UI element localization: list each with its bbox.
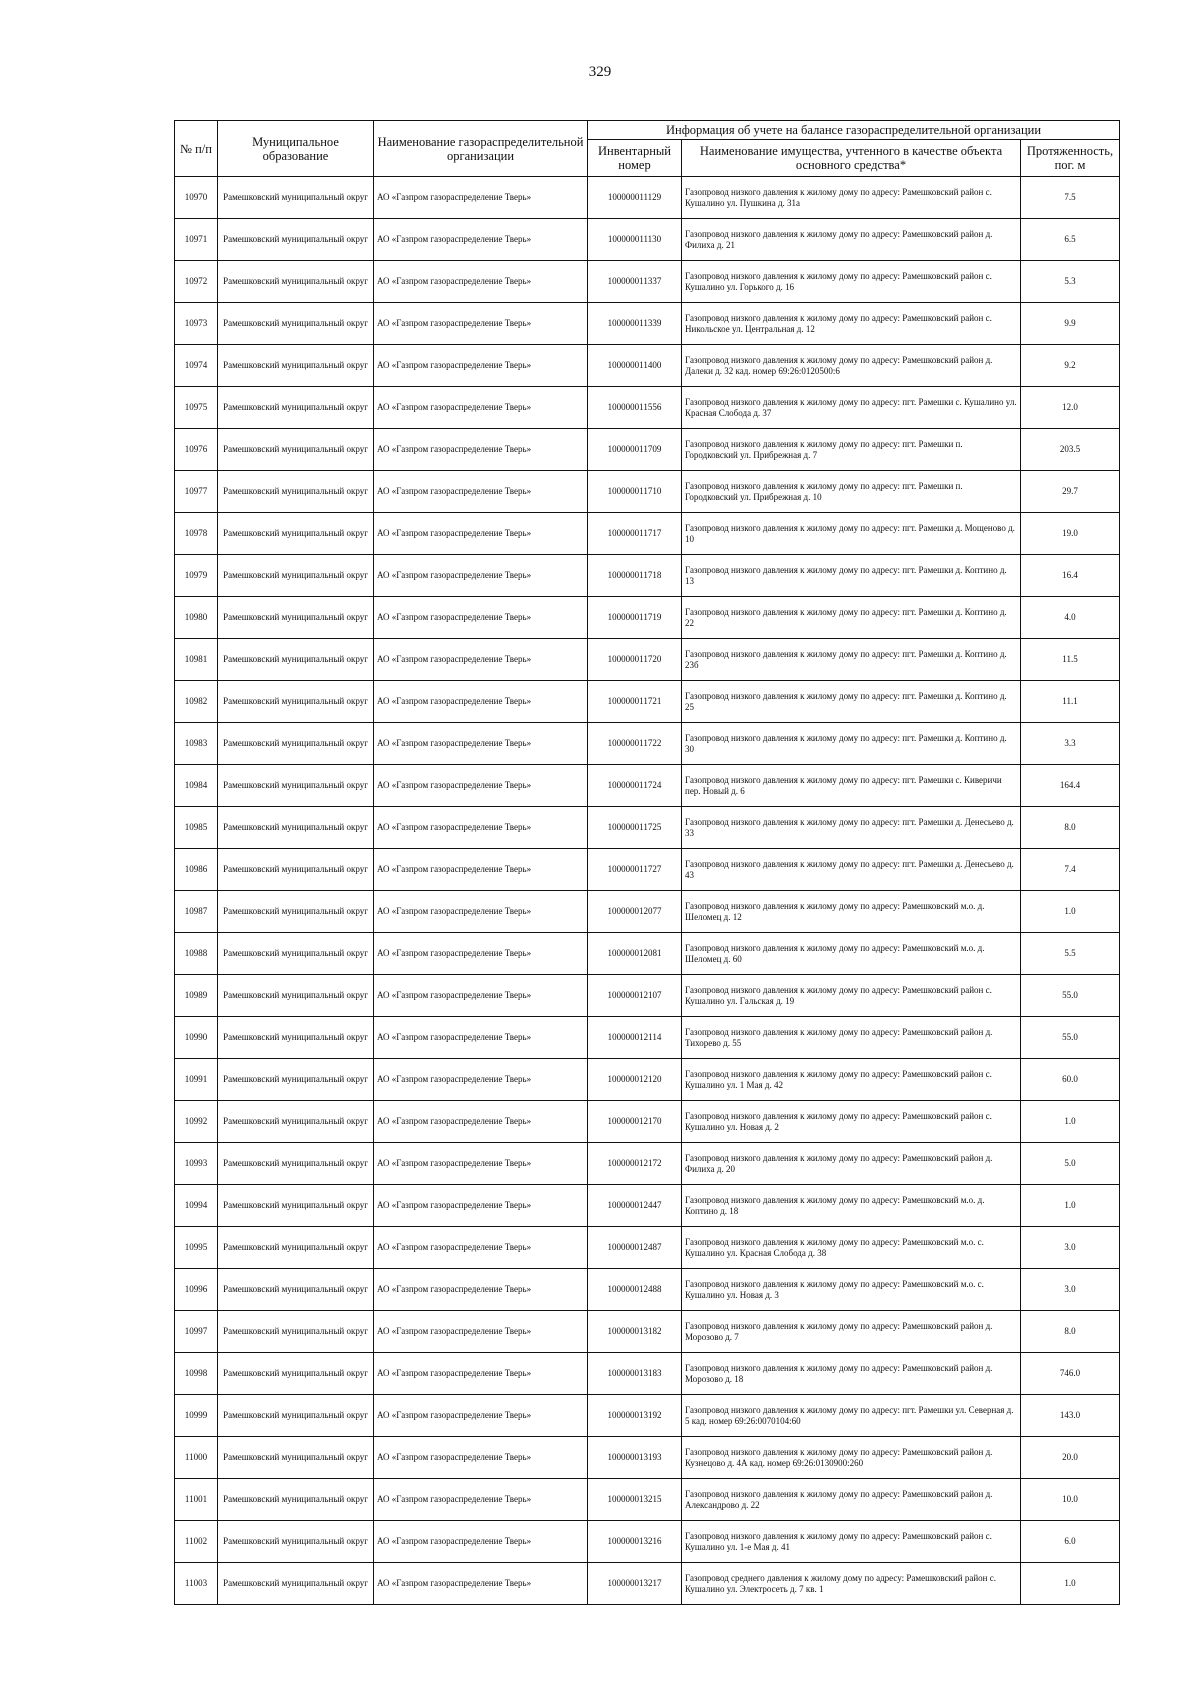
organization-cell: АО «Газпром газораспределение Тверь» xyxy=(374,555,588,597)
asset-description-cell: Газопровод низкого давления к жилому дому по адресу: пгт. Рамешки д. Коптино д. 22 xyxy=(682,597,1021,639)
inventory-number-cell: 100000011718 xyxy=(588,555,682,597)
municipality-cell: Рамешковский муниципальный округ xyxy=(218,1101,374,1143)
inventory-number-cell: 100000011130 xyxy=(588,219,682,261)
length-cell: 3.3 xyxy=(1021,723,1120,765)
organization-cell: АО «Газпром газораспределение Тверь» xyxy=(374,1059,588,1101)
row-number-cell: 10997 xyxy=(175,1311,218,1353)
row-number-cell: 10976 xyxy=(175,429,218,471)
asset-description-cell: Газопровод низкого давления к жилому дому по адресу: Рамешковский район д. Тихорево д. 55 xyxy=(682,1017,1021,1059)
inventory-number-cell: 100000011710 xyxy=(588,471,682,513)
municipality-cell: Рамешковский муниципальный округ xyxy=(218,429,374,471)
organization-cell: АО «Газпром газораспределение Тверь» xyxy=(374,1185,588,1227)
length-cell: 9.2 xyxy=(1021,345,1120,387)
asset-description-cell: Газопровод низкого давления к жилому дому по адресу: пгт. Рамешки с. Киверичи пер. Новый д. 6 xyxy=(682,765,1021,807)
inventory-number-cell: 100000011722 xyxy=(588,723,682,765)
inventory-number-cell: 100000011556 xyxy=(588,387,682,429)
organization-cell: АО «Газпром газораспределение Тверь» xyxy=(374,177,588,219)
inventory-number-cell: 100000013216 xyxy=(588,1521,682,1563)
table-row xyxy=(175,723,1120,765)
row-number-cell: 10986 xyxy=(175,849,218,891)
row-number-cell: 10980 xyxy=(175,597,218,639)
length-cell: 1.0 xyxy=(1021,891,1120,933)
length-cell: 5.5 xyxy=(1021,933,1120,975)
municipality-cell: Рамешковский муниципальный округ xyxy=(218,1521,374,1563)
row-number-cell: 10971 xyxy=(175,219,218,261)
organization-cell: АО «Газпром газораспределение Тверь» xyxy=(374,1353,588,1395)
asset-description-cell: Газопровод низкого давления к жилому дому по адресу: Рамешковский район д. Морозово д. 18 xyxy=(682,1353,1021,1395)
row-number-cell: 10994 xyxy=(175,1185,218,1227)
asset-description-cell: Газопровод низкого давления к жилому дому по адресу: пгт. Рамешки д. Мощеново д. 10 xyxy=(682,513,1021,555)
header-org: Наименование газораспределительной организации xyxy=(374,121,588,177)
organization-cell: АО «Газпром газораспределение Тверь» xyxy=(374,471,588,513)
asset-description-cell: Газопровод низкого давления к жилому дому по адресу: Рамешковский м.о. с. Кушалино ул. Новая д. 3 xyxy=(682,1269,1021,1311)
row-number-cell: 10977 xyxy=(175,471,218,513)
length-cell: 11.1 xyxy=(1021,681,1120,723)
organization-cell: АО «Газпром газораспределение Тверь» xyxy=(374,975,588,1017)
table-row xyxy=(175,1269,1120,1311)
table-row xyxy=(175,597,1120,639)
municipality-cell: Рамешковский муниципальный округ xyxy=(218,891,374,933)
organization-cell: АО «Газпром газораспределение Тверь» xyxy=(374,1269,588,1311)
inventory-number-cell: 100000012107 xyxy=(588,975,682,1017)
organization-cell: АО «Газпром газораспределение Тверь» xyxy=(374,849,588,891)
length-cell: 29.7 xyxy=(1021,471,1120,513)
municipality-cell: Рамешковский муниципальный округ xyxy=(218,177,374,219)
asset-description-cell: Газопровод низкого давления к жилому дому по адресу: Рамешковский район д. Морозово д. 7 xyxy=(682,1311,1021,1353)
table-row xyxy=(175,1479,1120,1521)
header-municipality: Муниципальное образование xyxy=(218,121,374,177)
page-number: 329 xyxy=(588,64,612,80)
organization-cell: АО «Газпром газораспределение Тверь» xyxy=(374,933,588,975)
table-row xyxy=(175,345,1120,387)
organization-cell: АО «Газпром газораспределение Тверь» xyxy=(374,345,588,387)
organization-cell: АО «Газпром газораспределение Тверь» xyxy=(374,1521,588,1563)
row-number-cell: 10998 xyxy=(175,1353,218,1395)
table-row xyxy=(175,1353,1120,1395)
inventory-number-cell: 100000013183 xyxy=(588,1353,682,1395)
asset-description-cell: Газопровод низкого давления к жилому дому по адресу: Рамешковский район д. Филиха д. 21 xyxy=(682,219,1021,261)
municipality-cell: Рамешковский муниципальный округ xyxy=(218,1143,374,1185)
table-row xyxy=(175,891,1120,933)
table-row xyxy=(175,219,1120,261)
length-cell: 5.0 xyxy=(1021,1143,1120,1185)
length-cell: 6.0 xyxy=(1021,1521,1120,1563)
row-number-cell: 10990 xyxy=(175,1017,218,1059)
organization-cell: АО «Газпром газораспределение Тверь» xyxy=(374,1227,588,1269)
asset-description-cell: Газопровод низкого давления к жилому дому по адресу: пгт. Рамешки д. Коптино д. 30 xyxy=(682,723,1021,765)
table-row xyxy=(175,1059,1120,1101)
length-cell: 12.0 xyxy=(1021,387,1120,429)
row-number-cell: 10993 xyxy=(175,1143,218,1185)
length-cell: 8.0 xyxy=(1021,1311,1120,1353)
municipality-cell: Рамешковский муниципальный округ xyxy=(218,219,374,261)
municipality-cell: Рамешковский муниципальный округ xyxy=(218,723,374,765)
municipality-cell: Рамешковский муниципальный округ xyxy=(218,1563,374,1605)
row-number-cell: 10989 xyxy=(175,975,218,1017)
municipality-cell: Рамешковский муниципальный округ xyxy=(218,639,374,681)
inventory-number-cell: 100000012487 xyxy=(588,1227,682,1269)
municipality-cell: Рамешковский муниципальный округ xyxy=(218,1185,374,1227)
municipality-cell: Рамешковский муниципальный округ xyxy=(218,345,374,387)
row-number-cell: 10996 xyxy=(175,1269,218,1311)
length-cell: 1.0 xyxy=(1021,1185,1120,1227)
organization-cell: АО «Газпром газораспределение Тверь» xyxy=(374,891,588,933)
municipality-cell: Рамешковский муниципальный округ xyxy=(218,1269,374,1311)
length-cell: 1.0 xyxy=(1021,1563,1120,1605)
inventory-number-cell: 100000012081 xyxy=(588,933,682,975)
header-num: № п/п xyxy=(175,121,218,177)
asset-description-cell: Газопровод низкого давления к жилому дому по адресу: Рамешковский м.о. д. Шеломец д. 60 xyxy=(682,933,1021,975)
asset-description-cell: Газопровод низкого давления к жилому дому по адресу: Рамешковский район с. Кушалино ул. Горького д. 16 xyxy=(682,261,1021,303)
row-number-cell: 10983 xyxy=(175,723,218,765)
length-cell: 3.0 xyxy=(1021,1227,1120,1269)
length-cell: 19.0 xyxy=(1021,513,1120,555)
asset-description-cell: Газопровод низкого давления к жилому дому по адресу: Рамешковский м.о. д. Шеломец д. 12 xyxy=(682,891,1021,933)
table-row xyxy=(175,387,1120,429)
municipality-cell: Рамешковский муниципальный округ xyxy=(218,1479,374,1521)
table-row xyxy=(175,1311,1120,1353)
row-number-cell: 10981 xyxy=(175,639,218,681)
asset-description-cell: Газопровод низкого давления к жилому дому по адресу: Рамешковский район д. Далеки д. 32 кад. номер 69:26:0120500:6 xyxy=(682,345,1021,387)
row-number-cell: 10978 xyxy=(175,513,218,555)
length-cell: 55.0 xyxy=(1021,975,1120,1017)
length-cell: 164.4 xyxy=(1021,765,1120,807)
table-row xyxy=(175,555,1120,597)
inventory-number-cell: 100000011129 xyxy=(588,177,682,219)
municipality-cell: Рамешковский муниципальный округ xyxy=(218,1395,374,1437)
table-row xyxy=(175,975,1120,1017)
length-cell: 5.3 xyxy=(1021,261,1120,303)
length-cell: 60.0 xyxy=(1021,1059,1120,1101)
organization-cell: АО «Газпром газораспределение Тверь» xyxy=(374,1479,588,1521)
row-number-cell: 10999 xyxy=(175,1395,218,1437)
municipality-cell: Рамешковский муниципальный округ xyxy=(218,681,374,723)
row-number-cell: 10992 xyxy=(175,1101,218,1143)
organization-cell: АО «Газпром газораспределение Тверь» xyxy=(374,681,588,723)
municipality-cell: Рамешковский муниципальный округ xyxy=(218,387,374,429)
municipality-cell: Рамешковский муниципальный округ xyxy=(218,597,374,639)
municipality-cell: Рамешковский муниципальный округ xyxy=(218,765,374,807)
length-cell: 8.0 xyxy=(1021,807,1120,849)
municipality-cell: Рамешковский муниципальный округ xyxy=(218,1353,374,1395)
inventory-number-cell: 100000011720 xyxy=(588,639,682,681)
table-row xyxy=(175,1563,1120,1605)
asset-description-cell: Газопровод низкого давления к жилому дому по адресу: Рамешковский район с. Кушалино ул. Новая д. 2 xyxy=(682,1101,1021,1143)
organization-cell: АО «Газпром газораспределение Тверь» xyxy=(374,1311,588,1353)
organization-cell: АО «Газпром газораспределение Тверь» xyxy=(374,807,588,849)
asset-description-cell: Газопровод низкого давления к жилому дому по адресу: пгт. Рамешки п. Городковский ул. Прибрежная д. 7 xyxy=(682,429,1021,471)
municipality-cell: Рамешковский муниципальный округ xyxy=(218,261,374,303)
organization-cell: АО «Газпром газораспределение Тверь» xyxy=(374,1563,588,1605)
inventory-number-cell: 100000013192 xyxy=(588,1395,682,1437)
asset-description-cell: Газопровод низкого давления к жилому дому по адресу: пгт. Рамешки п. Городковский ул. Прибрежная д. 10 xyxy=(682,471,1021,513)
row-number-cell: 10972 xyxy=(175,261,218,303)
municipality-cell: Рамешковский муниципальный округ xyxy=(218,471,374,513)
length-cell: 20.0 xyxy=(1021,1437,1120,1479)
table-row xyxy=(175,1227,1120,1269)
header-balance-info: Информация об учете на балансе газораспределительной организации xyxy=(588,121,1120,140)
length-cell: 6.5 xyxy=(1021,219,1120,261)
row-number-cell: 11003 xyxy=(175,1563,218,1605)
organization-cell: АО «Газпром газораспределение Тверь» xyxy=(374,1437,588,1479)
table-row xyxy=(175,1395,1120,1437)
municipality-cell: Рамешковский муниципальный округ xyxy=(218,513,374,555)
length-cell: 1.0 xyxy=(1021,1101,1120,1143)
municipality-cell: Рамешковский муниципальный округ xyxy=(218,303,374,345)
inventory-number-cell: 100000012120 xyxy=(588,1059,682,1101)
organization-cell: АО «Газпром газораспределение Тверь» xyxy=(374,1395,588,1437)
inventory-number-cell: 100000012114 xyxy=(588,1017,682,1059)
inventory-number-cell: 100000011727 xyxy=(588,849,682,891)
organization-cell: АО «Газпром газораспределение Тверь» xyxy=(374,513,588,555)
organization-cell: АО «Газпром газораспределение Тверь» xyxy=(374,723,588,765)
row-number-cell: 10995 xyxy=(175,1227,218,1269)
table-row xyxy=(175,807,1120,849)
asset-description-cell: Газопровод низкого давления к жилому дому по адресу: пгт. Рамешки д. Коптино д. 25 xyxy=(682,681,1021,723)
table-row xyxy=(175,177,1120,219)
inventory-number-cell: 100000011725 xyxy=(588,807,682,849)
length-cell: 143.0 xyxy=(1021,1395,1120,1437)
municipality-cell: Рамешковский муниципальный округ xyxy=(218,1017,374,1059)
table-body xyxy=(175,177,1120,1605)
asset-description-cell: Газопровод низкого давления к жилому дому по адресу: Рамешковский м.о. с. Кушалино ул. Красная Слобода д. 38 xyxy=(682,1227,1021,1269)
table-row xyxy=(175,1521,1120,1563)
municipality-cell: Рамешковский муниципальный округ xyxy=(218,807,374,849)
organization-cell: АО «Газпром газораспределение Тверь» xyxy=(374,597,588,639)
length-cell: 16.4 xyxy=(1021,555,1120,597)
row-number-cell: 10982 xyxy=(175,681,218,723)
municipality-cell: Рамешковский муниципальный округ xyxy=(218,975,374,1017)
inventory-number-cell: 100000013215 xyxy=(588,1479,682,1521)
asset-description-cell: Газопровод низкого давления к жилому дому по адресу: пгт. Рамешки д. Денесьево д. 33 xyxy=(682,807,1021,849)
inventory-number-cell: 100000011717 xyxy=(588,513,682,555)
organization-cell: АО «Газпром газораспределение Тверь» xyxy=(374,1017,588,1059)
organization-cell: АО «Газпром газораспределение Тверь» xyxy=(374,261,588,303)
table-row xyxy=(175,513,1120,555)
length-cell: 11.5 xyxy=(1021,639,1120,681)
organization-cell: АО «Газпром газораспределение Тверь» xyxy=(374,303,588,345)
length-cell: 9.9 xyxy=(1021,303,1120,345)
organization-cell: АО «Газпром газораспределение Тверь» xyxy=(374,219,588,261)
inventory-number-cell: 100000011724 xyxy=(588,765,682,807)
inventory-number-cell: 100000012172 xyxy=(588,1143,682,1185)
inventory-number-cell: 100000011339 xyxy=(588,303,682,345)
inventory-number-cell: 100000013182 xyxy=(588,1311,682,1353)
length-cell: 746.0 xyxy=(1021,1353,1120,1395)
asset-description-cell: Газопровод низкого давления к жилому дому по адресу: пгт. Рамешки д. Коптино д. 23б xyxy=(682,639,1021,681)
asset-description-cell: Газопровод низкого давления к жилому дому по адресу: пгт. Рамешки ул. Северная д. 5 кад. номер 69:26:0070104:60 xyxy=(682,1395,1021,1437)
row-number-cell: 10985 xyxy=(175,807,218,849)
municipality-cell: Рамешковский муниципальный округ xyxy=(218,849,374,891)
length-cell: 10.0 xyxy=(1021,1479,1120,1521)
inventory-number-cell: 100000012488 xyxy=(588,1269,682,1311)
inventory-number-cell: 100000011719 xyxy=(588,597,682,639)
header-asset-name: Наименование имущества, учтенного в качестве объекта основного средства* xyxy=(682,140,1021,177)
row-number-cell: 10975 xyxy=(175,387,218,429)
length-cell: 203.5 xyxy=(1021,429,1120,471)
row-number-cell: 11000 xyxy=(175,1437,218,1479)
table-row xyxy=(175,1101,1120,1143)
asset-description-cell: Газопровод низкого давления к жилому дому по адресу: Рамешковский район с. Кушалино ул. 1 Мая д. 42 xyxy=(682,1059,1021,1101)
table-row xyxy=(175,681,1120,723)
table-row xyxy=(175,1143,1120,1185)
length-cell: 4.0 xyxy=(1021,597,1120,639)
table-row xyxy=(175,849,1120,891)
length-cell: 55.0 xyxy=(1021,1017,1120,1059)
municipality-cell: Рамешковский муниципальный округ xyxy=(218,1059,374,1101)
asset-description-cell: Газопровод низкого давления к жилому дому по адресу: Рамешковский район с. Кушалино ул. Гальская д. 19 xyxy=(682,975,1021,1017)
header-length: Протяженность, пог. м xyxy=(1021,140,1120,177)
asset-description-cell: Газопровод низкого давления к жилому дому по адресу: Рамешковский район с. Никольское ул. Центральная д. 12 xyxy=(682,303,1021,345)
table-row xyxy=(175,1185,1120,1227)
organization-cell: АО «Газпром газораспределение Тверь» xyxy=(374,765,588,807)
table-row xyxy=(175,1017,1120,1059)
row-number-cell: 10988 xyxy=(175,933,218,975)
table-row xyxy=(175,429,1120,471)
inventory-number-cell: 100000011337 xyxy=(588,261,682,303)
row-number-cell: 10970 xyxy=(175,177,218,219)
inventory-number-cell: 100000012170 xyxy=(588,1101,682,1143)
row-number-cell: 11002 xyxy=(175,1521,218,1563)
municipality-cell: Рамешковский муниципальный округ xyxy=(218,1437,374,1479)
municipality-cell: Рамешковский муниципальный округ xyxy=(218,1311,374,1353)
table-row xyxy=(175,1437,1120,1479)
municipality-cell: Рамешковский муниципальный округ xyxy=(218,1227,374,1269)
table-row xyxy=(175,765,1120,807)
asset-description-cell: Газопровод низкого давления к жилому дому по адресу: Рамешковский район с. Кушалино ул. Пушкина д. 31а xyxy=(682,177,1021,219)
register-table xyxy=(174,120,1120,1605)
inventory-number-cell: 100000011709 xyxy=(588,429,682,471)
organization-cell: АО «Газпром газораспределение Тверь» xyxy=(374,639,588,681)
row-number-cell: 10991 xyxy=(175,1059,218,1101)
municipality-cell: Рамешковский муниципальный округ xyxy=(218,933,374,975)
row-number-cell: 11001 xyxy=(175,1479,218,1521)
length-cell: 3.0 xyxy=(1021,1269,1120,1311)
asset-description-cell: Газопровод низкого давления к жилому дому по адресу: Рамешковский район д. Александрово д. 22 xyxy=(682,1479,1021,1521)
table-row xyxy=(175,933,1120,975)
organization-cell: АО «Газпром газораспределение Тверь» xyxy=(374,1143,588,1185)
length-cell: 7.5 xyxy=(1021,177,1120,219)
municipality-cell: Рамешковский муниципальный округ xyxy=(218,555,374,597)
asset-description-cell: Газопровод низкого давления к жилому дому по адресу: Рамешковский район д. Кузнецово д. 4А кад. номер 69:26:0130900:260 xyxy=(682,1437,1021,1479)
inventory-number-cell: 100000012447 xyxy=(588,1185,682,1227)
inventory-number-cell: 100000012077 xyxy=(588,891,682,933)
asset-description-cell: Газопровод низкого давления к жилому дому по адресу: Рамешковский район с. Кушалино ул. 1-е Мая д. 41 xyxy=(682,1521,1021,1563)
row-number-cell: 10973 xyxy=(175,303,218,345)
organization-cell: АО «Газпром газораспределение Тверь» xyxy=(374,387,588,429)
row-number-cell: 10974 xyxy=(175,345,218,387)
asset-description-cell: Газопровод низкого давления к жилому дому по адресу: Рамешковский район д. Филиха д. 20 xyxy=(682,1143,1021,1185)
length-cell: 7.4 xyxy=(1021,849,1120,891)
asset-description-cell: Газопровод среднего давления к жилому дому по адресу: Рамешковский район с. Кушалино ул. Электросеть д. 7 кв. 1 xyxy=(682,1563,1021,1605)
organization-cell: АО «Газпром газораспределение Тверь» xyxy=(374,429,588,471)
row-number-cell: 10979 xyxy=(175,555,218,597)
organization-cell: АО «Газпром газораспределение Тверь» xyxy=(374,1101,588,1143)
asset-description-cell: Газопровод низкого давления к жилому дому по адресу: пгт. Рамешки с. Кушалино ул. Красная Слобода д. 37 xyxy=(682,387,1021,429)
inventory-number-cell: 100000013217 xyxy=(588,1563,682,1605)
inventory-number-cell: 100000011721 xyxy=(588,681,682,723)
asset-description-cell: Газопровод низкого давления к жилому дому по адресу: Рамешковский м.о. д. Коптино д. 18 xyxy=(682,1185,1021,1227)
table-row xyxy=(175,639,1120,681)
row-number-cell: 10987 xyxy=(175,891,218,933)
table-row xyxy=(175,303,1120,345)
asset-description-cell: Газопровод низкого давления к жилому дому по адресу: пгт. Рамешки д. Денесьево д. 43 xyxy=(682,849,1021,891)
row-number-cell: 10984 xyxy=(175,765,218,807)
header-inventory: Инвентарный номер xyxy=(588,140,682,177)
asset-description-cell: Газопровод низкого давления к жилому дому по адресу: пгт. Рамешки д. Коптино д. 13 xyxy=(682,555,1021,597)
table-row xyxy=(175,261,1120,303)
table-header xyxy=(175,121,1120,177)
inventory-number-cell: 100000013193 xyxy=(588,1437,682,1479)
table-row xyxy=(175,471,1120,513)
inventory-number-cell: 100000011400 xyxy=(588,345,682,387)
